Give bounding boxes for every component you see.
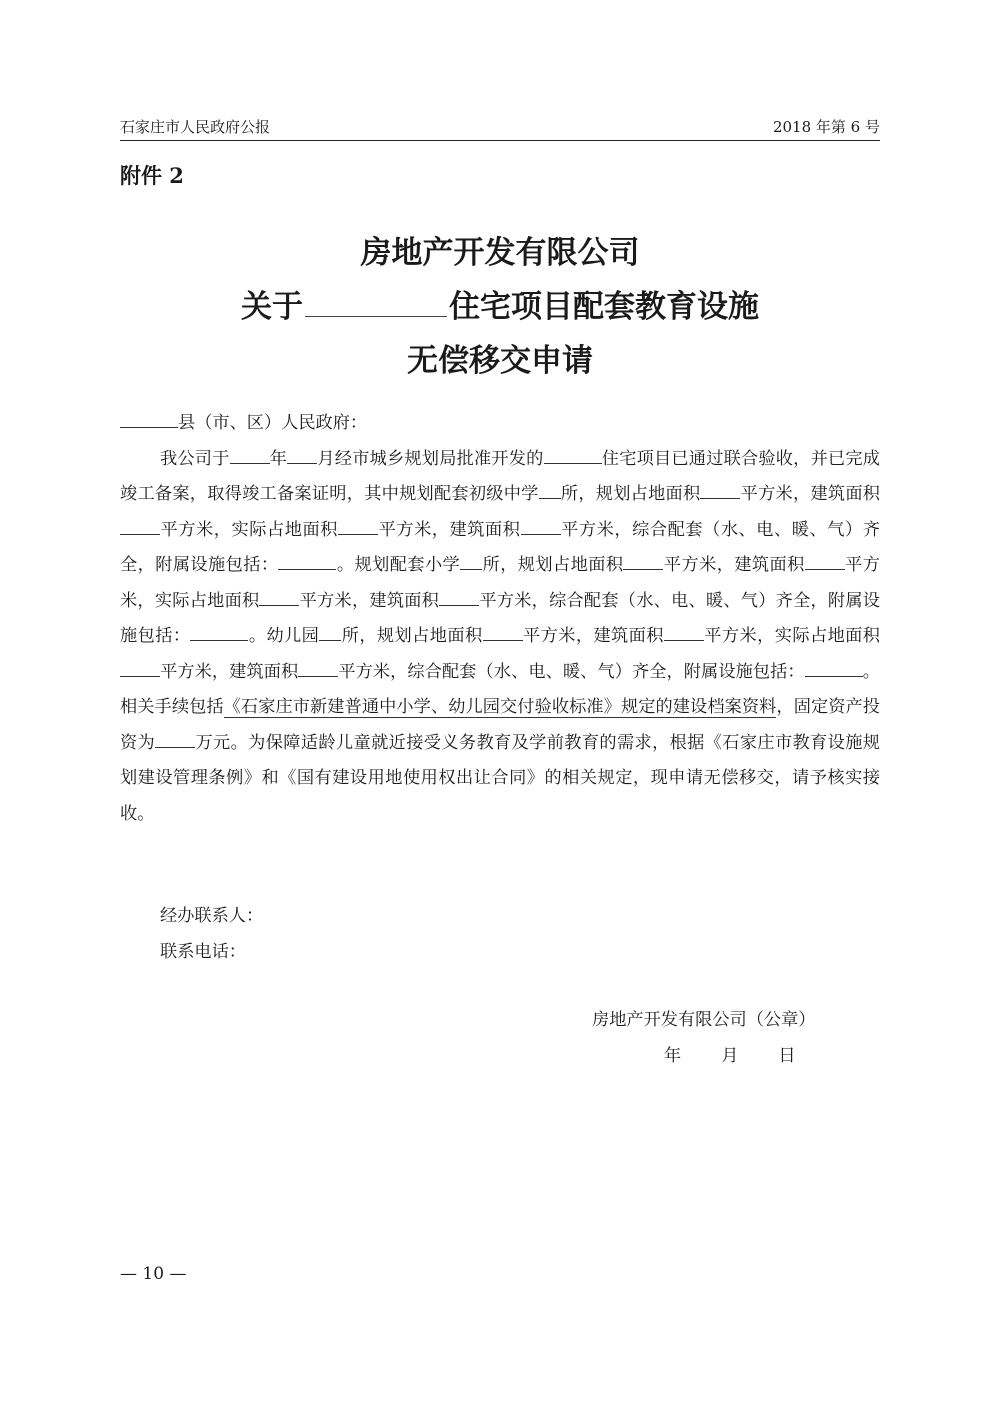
body-text: 所，规划占地面积 (341, 626, 483, 646)
area-blank[interactable] (700, 480, 740, 499)
body-text: 所，规划占地面积 (482, 555, 624, 575)
main-paragraph (120, 442, 880, 833)
facilities-blank[interactable] (278, 551, 336, 570)
month-blank[interactable] (287, 445, 317, 464)
title-line-2-prefix: 关于 (241, 289, 303, 325)
project-blank[interactable] (544, 445, 602, 464)
signature-date (664, 1038, 796, 1074)
company-seal-line: 房地产开发有限公司（公章） (592, 1010, 816, 1030)
body-text: 平方米，建筑面积 (522, 626, 664, 646)
body-text: 我公司于 (160, 448, 230, 469)
body-text: 平方米，建筑面积 (378, 519, 521, 540)
underlined-standard-reference: 《石家庄市新建普通中小学、幼儿园交付验收标准》规定的建设档案资料 (223, 697, 777, 717)
middle-school-count-blank[interactable] (539, 480, 561, 499)
body-text: 平方米，综合配套（水、电、暖、气）齐全，附属设施包括： (338, 661, 805, 682)
facilities-blank[interactable] (805, 658, 863, 677)
area-blank[interactable] (259, 587, 299, 606)
date-year: 年 (664, 1046, 682, 1066)
attachment-label: 附件 2 (120, 163, 184, 188)
body-text: 所，规划占地面积 (560, 484, 701, 504)
date-month: 月 (721, 1046, 739, 1066)
contact-block (160, 898, 263, 970)
body-text: 平方米，建筑面积 (299, 590, 440, 611)
body-text: 月经市城乡规划局批准开发的 (317, 448, 544, 469)
area-blank[interactable] (521, 516, 561, 535)
area-blank[interactable] (623, 551, 663, 570)
area-blank[interactable] (338, 516, 378, 535)
body-text: 平方米，实际占地面积 (120, 555, 880, 611)
salutation-text: 县（市、区）人民政府： (178, 413, 368, 433)
date-day: 日 (778, 1046, 796, 1066)
body-text: 平方米，综合配套（水、电、暖、气）齐全，附属设施包括： (120, 590, 880, 646)
header-rule (120, 140, 880, 141)
body-text: 万元。为保障适龄儿童就近接受义务教育及学前教育的需求，根据《石家庄市教育设施规划建设管理条例》和《国有建设用地使用权出让合同》的相关规定，现申请无偿移交，请予核实接收。 (120, 732, 880, 824)
project-name-blank[interactable] (305, 284, 447, 317)
body-text: 住宅项目已通过联合验收，并已完成竣工备案，取得竣工备案证明，其中规划配套初级中学 (120, 448, 880, 504)
facilities-blank[interactable] (190, 622, 248, 641)
area-blank[interactable] (439, 587, 479, 606)
body-text: 平方米，实际占地面积 (160, 519, 339, 540)
body-text: 平方米，综合配套（水、电、暖、气）齐全，附属设施包括： (120, 519, 880, 575)
document-title (120, 226, 880, 388)
title-line-2-suffix: 住宅项目配套教育设施 (449, 289, 759, 325)
salutation (120, 406, 880, 442)
contact-phone-label: 联系电话： (160, 942, 246, 962)
kindergarten-count-blank[interactable] (319, 622, 341, 641)
contact-person-label: 经办联系人： (160, 906, 264, 926)
body-text: 平方米，实际占地面积 (703, 626, 880, 646)
body-text: 年 (269, 448, 288, 469)
investment-blank[interactable] (155, 729, 195, 748)
body-text: 。相关手续包括 (120, 661, 880, 717)
body-text: 平方米，建筑面积 (160, 661, 299, 682)
body-text: 。规划配套小学 (336, 555, 461, 575)
area-blank[interactable] (120, 516, 160, 535)
publication-name: 石家庄市人民政府公报 (120, 118, 271, 136)
county-blank[interactable] (120, 409, 178, 428)
page-number: — 10 — (120, 1264, 187, 1284)
body-text: 平方米，建筑面积 (740, 484, 880, 504)
area-blank[interactable] (805, 551, 845, 570)
primary-school-count-blank[interactable] (460, 551, 482, 570)
area-blank[interactable] (664, 622, 704, 641)
body-text: 。幼儿园 (248, 626, 320, 646)
area-blank[interactable] (298, 658, 338, 677)
body-text: ，固定资产投资为 (120, 697, 880, 753)
issue-number: 2018 年第 6 号 (772, 118, 880, 136)
letter-body (120, 406, 880, 832)
year-blank[interactable] (230, 445, 270, 464)
page-header (120, 116, 880, 140)
body-text: 平方米，建筑面积 (663, 555, 805, 575)
area-blank[interactable] (483, 622, 523, 641)
title-line-3: 无偿移交申请 (407, 343, 593, 379)
title-line-2 (120, 280, 880, 334)
title-line-1: 房地产开发有限公司 (360, 235, 640, 271)
area-blank[interactable] (120, 658, 160, 677)
